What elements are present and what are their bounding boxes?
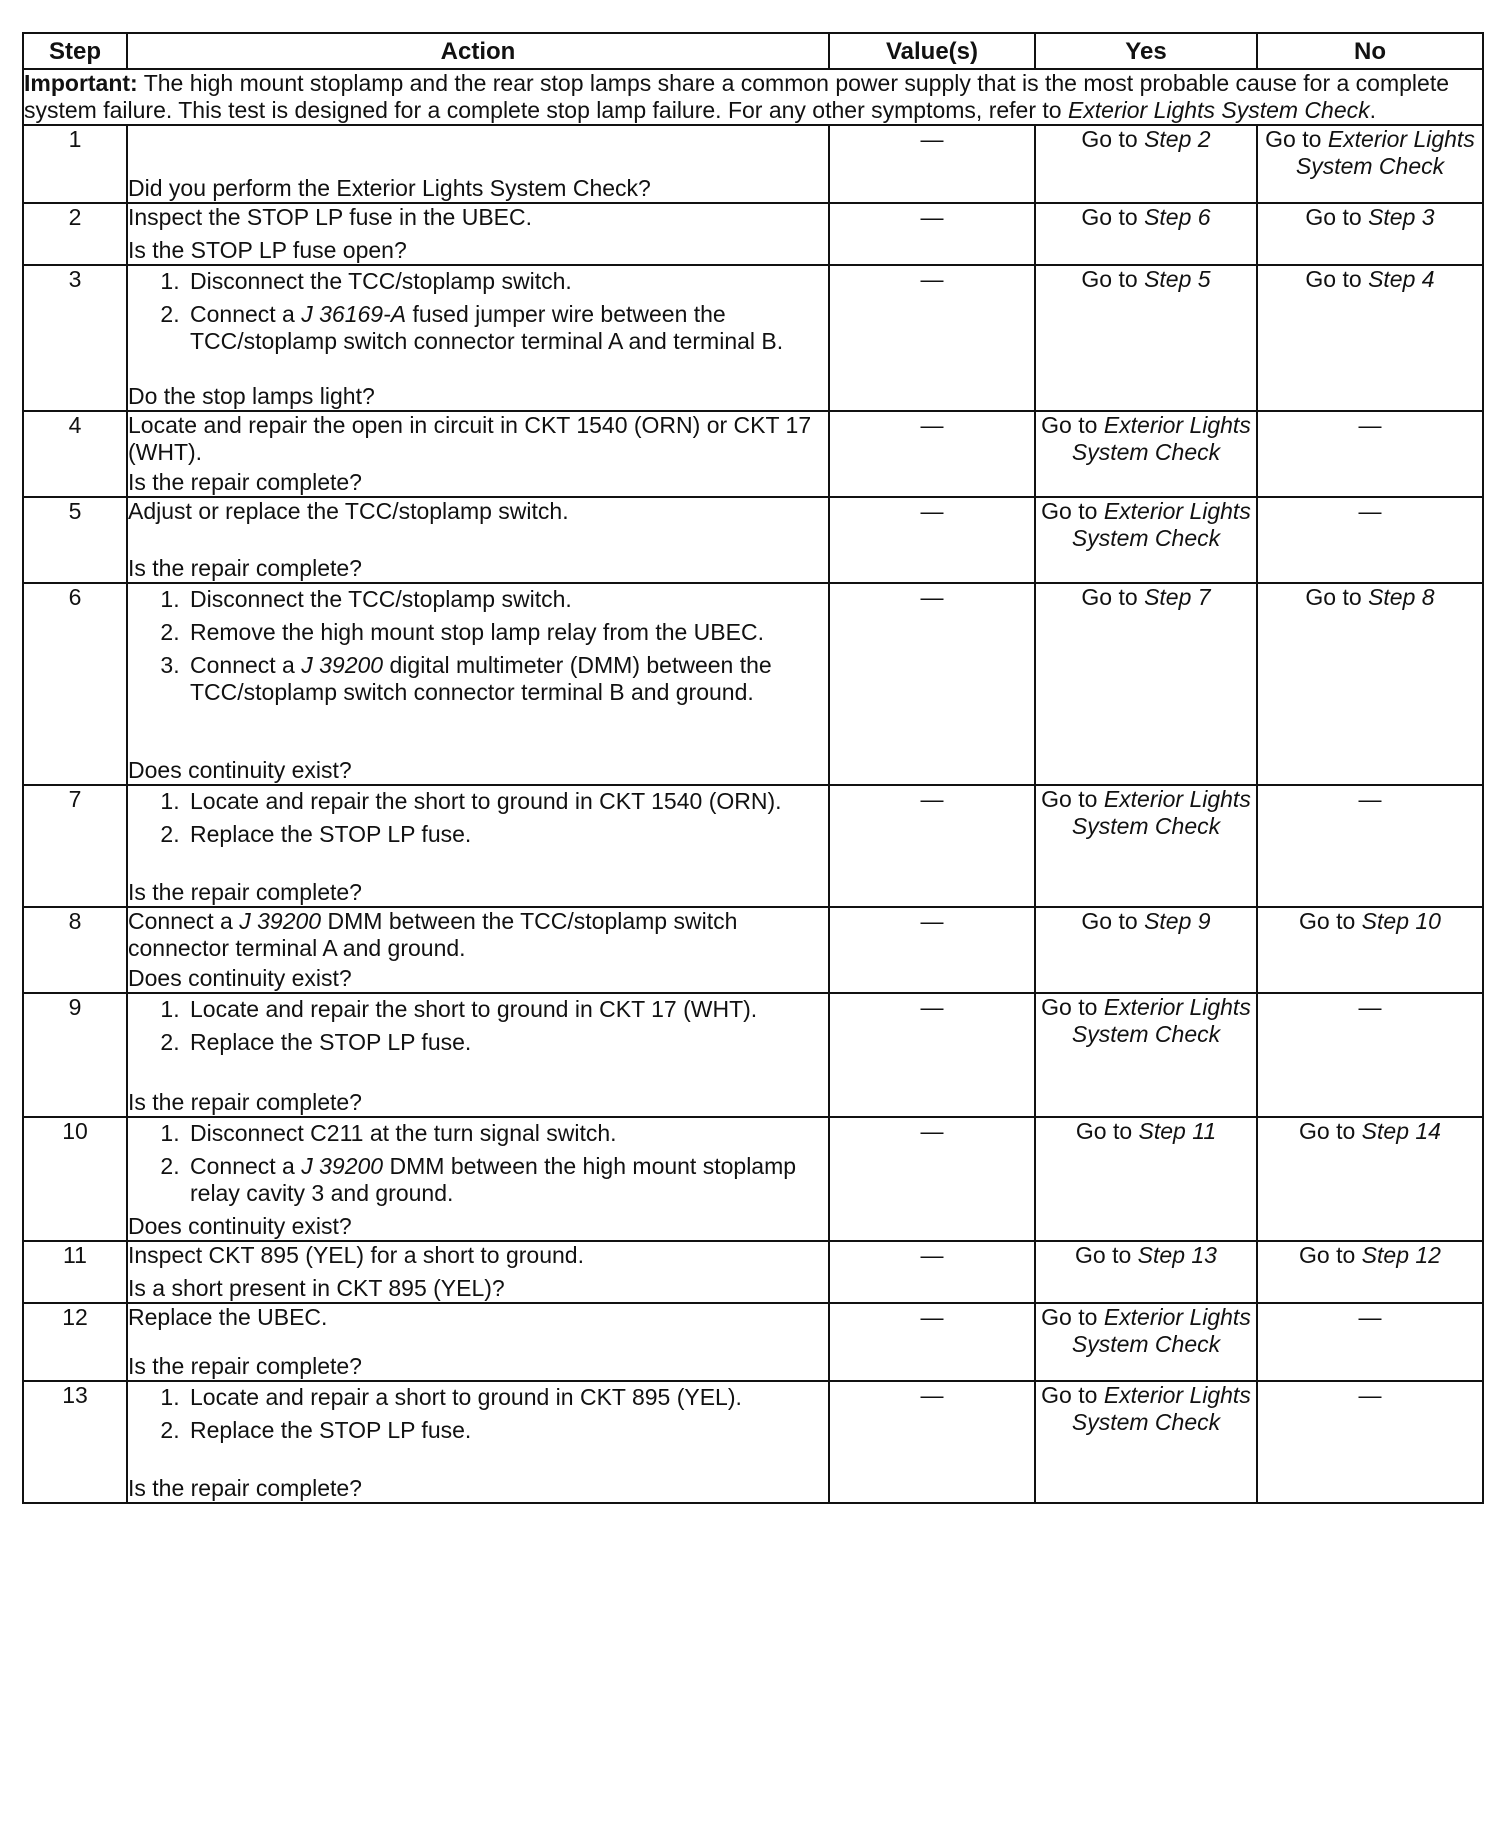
step-number: 11 (23, 1241, 127, 1303)
yes-result (1035, 583, 1257, 785)
no-result (1257, 497, 1483, 583)
substep-text: Connect a (190, 1153, 302, 1179)
yes-prefix: Go to (1081, 204, 1145, 230)
yes-prefix: Go to (1041, 1382, 1104, 1408)
substep-item (186, 619, 828, 646)
step-number: 13 (23, 1381, 127, 1503)
instruction-text: Connect a (128, 908, 240, 934)
step-number: 7 (23, 785, 127, 907)
no-target: Step 3 (1368, 204, 1435, 230)
step-number: 6 (23, 583, 127, 785)
no-target: Step 14 (1361, 1118, 1441, 1144)
action-instructions (128, 1242, 828, 1269)
yes-target: Step 11 (1138, 1118, 1217, 1144)
value-cell: — (829, 497, 1035, 583)
yes-target: Exterior Lights System Check (1071, 786, 1251, 839)
yes-target: Exterior Lights System Check (1071, 498, 1251, 551)
instruction-text: DMM between the TCC/stoplamp switch connector terminal A and ground. (128, 908, 738, 961)
substep-text: Connect a (190, 301, 302, 327)
action-content (128, 1118, 828, 1240)
step-number: 1 (23, 125, 127, 203)
yes-prefix: Go to (1081, 126, 1145, 152)
header-yes: Yes (1035, 33, 1257, 69)
value-cell: — (829, 1303, 1035, 1381)
action-cell (127, 1117, 829, 1241)
diagnostic-table (22, 32, 1484, 1504)
action-instructions (128, 498, 828, 525)
action-content (128, 126, 828, 202)
no-result (1257, 265, 1483, 411)
important-end: . (1369, 97, 1377, 123)
no-target: — (1358, 498, 1382, 524)
action-cell (127, 497, 829, 583)
yes-target: Exterior Lights System Check (1071, 1382, 1251, 1435)
table-row (23, 411, 1483, 497)
substep-item (186, 1029, 828, 1056)
table-row (23, 583, 1483, 785)
important-note-row (23, 69, 1483, 125)
yes-target: Step 7 (1144, 584, 1211, 610)
action-instructions (128, 584, 828, 712)
tool-reference: J 39200 (239, 908, 322, 934)
action-question: Did you perform the Exterior Lights System Check? (128, 175, 651, 201)
action-question: Is the repair complete? (128, 469, 362, 495)
action-cell (127, 1303, 829, 1381)
no-prefix: Go to (1305, 266, 1369, 292)
substep-text: Locate and repair a short to ground in CKT 895 (YEL). (190, 1384, 742, 1410)
step-number: 10 (23, 1117, 127, 1241)
yes-result (1035, 1381, 1257, 1503)
no-prefix: Go to (1305, 584, 1369, 610)
action-content (128, 786, 828, 906)
no-prefix: Go to (1299, 1242, 1362, 1268)
no-target: — (1358, 1304, 1382, 1330)
important-ref: Exterior Lights System Check (1067, 97, 1370, 123)
substep-text: Locate and repair the short to ground in CKT 1540 (ORN). (190, 788, 782, 814)
yes-prefix: Go to (1081, 266, 1145, 292)
table-row (23, 1381, 1483, 1503)
no-prefix: Go to (1265, 126, 1328, 152)
action-question: Is the repair complete? (128, 1353, 362, 1379)
action-instruction: Inspect the STOP LP fuse in the UBEC. (128, 204, 533, 230)
substep-text: Disconnect C211 at the turn signal switch. (190, 1120, 617, 1146)
header-values: Value(s) (829, 33, 1035, 69)
action-cell (127, 1381, 829, 1503)
action-content (128, 908, 828, 992)
yes-prefix: Go to (1041, 786, 1104, 812)
yes-prefix: Go to (1081, 908, 1145, 934)
yes-target: Exterior Lights System Check (1071, 412, 1251, 465)
step-number: 5 (23, 497, 127, 583)
substep-list (128, 1120, 828, 1207)
substep-item (186, 1153, 828, 1207)
action-question: Is the STOP LP fuse open? (128, 237, 407, 263)
substep-list (128, 996, 828, 1056)
yes-result (1035, 203, 1257, 265)
yes-target: Step 13 (1137, 1242, 1217, 1268)
yes-result (1035, 125, 1257, 203)
substep-list (128, 1384, 828, 1444)
substep-text: fused jumper wire between the TCC/stoplamp switch connector terminal A and terminal B. (190, 301, 784, 354)
no-result (1257, 411, 1483, 497)
header-row (23, 33, 1483, 69)
action-question: Does continuity exist? (128, 757, 352, 783)
action-cell (127, 583, 829, 785)
table-row (23, 125, 1483, 203)
value-cell: — (829, 203, 1035, 265)
action-content (128, 1304, 828, 1380)
action-question: Do the stop lamps light? (128, 383, 375, 409)
no-result (1257, 125, 1483, 203)
no-target: Step 8 (1368, 584, 1435, 610)
tool-reference: J 39200 (301, 1153, 384, 1179)
header-action: Action (127, 33, 829, 69)
important-text: The high mount stoplamp and the rear stop lamps share a common power supply that is the most probable cause for a complete system failure. This test is designed for a complete stop lamp failure. For any other symptoms, refer to (24, 70, 1449, 123)
tool-reference: J 36169-A (301, 301, 407, 327)
no-target: — (1358, 994, 1382, 1020)
action-question: Does continuity exist? (128, 1213, 352, 1239)
table-row (23, 1241, 1483, 1303)
substep-text: Replace the STOP LP fuse. (190, 821, 472, 847)
substep-list (128, 586, 828, 706)
substep-text: Connect a (190, 652, 302, 678)
action-instructions (128, 786, 828, 854)
substep-item (186, 996, 828, 1023)
substep-item (186, 301, 828, 355)
table-row (23, 203, 1483, 265)
no-result (1257, 203, 1483, 265)
value-cell: — (829, 265, 1035, 411)
substep-text: DMM between the high mount stoplamp relay cavity 3 and ground. (190, 1153, 797, 1206)
yes-result (1035, 265, 1257, 411)
no-target: — (1358, 412, 1382, 438)
substep-text: Disconnect the TCC/stoplamp switch. (190, 586, 572, 612)
step-number: 9 (23, 993, 127, 1117)
action-content (128, 412, 828, 496)
yes-result (1035, 411, 1257, 497)
action-question: Is the repair complete? (128, 1475, 362, 1501)
no-target: — (1358, 786, 1382, 812)
tool-reference: J 39200 (301, 652, 384, 678)
no-prefix: Go to (1299, 1118, 1362, 1144)
value-cell: — (829, 1117, 1035, 1241)
substep-text: Replace the STOP LP fuse. (190, 1417, 472, 1443)
header-no: No (1257, 33, 1483, 69)
yes-prefix: Go to (1075, 1118, 1139, 1144)
yes-target: Exterior Lights System Check (1071, 994, 1251, 1047)
action-content (128, 1242, 828, 1302)
table-row (23, 497, 1483, 583)
action-cell (127, 1241, 829, 1303)
action-instruction: Replace the UBEC. (128, 1304, 328, 1330)
value-cell: — (829, 1381, 1035, 1503)
action-cell (127, 907, 829, 993)
yes-prefix: Go to (1041, 498, 1104, 524)
action-cell (127, 785, 829, 907)
action-cell (127, 411, 829, 497)
substep-text: digital multimeter (DMM) between the TCC/stoplamp switch connector terminal B and ground. (190, 652, 772, 705)
action-instructions (128, 908, 828, 962)
action-content (128, 584, 828, 784)
yes-target: Step 6 (1144, 204, 1211, 230)
action-content (128, 1382, 828, 1502)
action-cell (127, 265, 829, 411)
no-prefix: Go to (1305, 204, 1369, 230)
important-note (23, 69, 1483, 125)
action-question: Is the repair complete? (128, 555, 362, 581)
action-instructions (128, 1304, 828, 1331)
substep-text: Remove the high mount stop lamp relay from the UBEC. (190, 619, 764, 645)
substep-item (186, 821, 828, 848)
action-instructions (128, 1382, 828, 1450)
action-instruction: Adjust or replace the TCC/stoplamp switch. (128, 498, 569, 524)
step-number: 8 (23, 907, 127, 993)
substep-item (186, 268, 828, 295)
no-result (1257, 993, 1483, 1117)
no-result (1257, 1303, 1483, 1381)
no-target: Step 4 (1368, 266, 1435, 292)
substep-text: Replace the STOP LP fuse. (190, 1029, 472, 1055)
no-result (1257, 1381, 1483, 1503)
action-cell (127, 203, 829, 265)
yes-result (1035, 785, 1257, 907)
step-number: 12 (23, 1303, 127, 1381)
yes-result (1035, 1241, 1257, 1303)
yes-prefix: Go to (1081, 584, 1145, 610)
value-cell: — (829, 993, 1035, 1117)
action-content (128, 204, 828, 264)
yes-result (1035, 1303, 1257, 1381)
no-result (1257, 785, 1483, 907)
substep-text: Disconnect the TCC/stoplamp switch. (190, 268, 572, 294)
table-row (23, 265, 1483, 411)
substep-item (186, 1417, 828, 1444)
action-cell (127, 993, 829, 1117)
action-cell (127, 125, 829, 203)
action-instructions (128, 994, 828, 1062)
yes-prefix: Go to (1075, 1242, 1138, 1268)
no-target: Step 12 (1361, 1242, 1441, 1268)
yes-target: Step 2 (1144, 126, 1211, 152)
step-number: 3 (23, 265, 127, 411)
value-cell: — (829, 583, 1035, 785)
action-instruction: Locate and repair the open in circuit in CKT 1540 (ORN) or CKT 17 (WHT). (128, 412, 812, 465)
substep-item (186, 1120, 828, 1147)
action-content (128, 498, 828, 582)
action-content (128, 994, 828, 1116)
action-instructions (128, 266, 828, 361)
action-question: Does continuity exist? (128, 965, 352, 991)
table-row (23, 1117, 1483, 1241)
yes-target: Step 9 (1144, 908, 1211, 934)
value-cell: — (829, 907, 1035, 993)
action-instructions (128, 412, 828, 466)
yes-target: Exterior Lights System Check (1071, 1304, 1251, 1357)
action-question: Is the repair complete? (128, 879, 362, 905)
action-instruction (128, 908, 828, 962)
substep-item (186, 586, 828, 613)
table-row (23, 993, 1483, 1117)
step-number: 2 (23, 203, 127, 265)
action-question: Is the repair complete? (128, 1089, 362, 1115)
no-target: Step 10 (1361, 908, 1441, 934)
step-number: 4 (23, 411, 127, 497)
substep-item (186, 1384, 828, 1411)
value-cell: — (829, 785, 1035, 907)
yes-prefix: Go to (1041, 412, 1104, 438)
table-row (23, 785, 1483, 907)
action-content (128, 266, 828, 410)
action-question: Is a short present in CKT 895 (YEL)? (128, 1275, 505, 1301)
value-cell: — (829, 125, 1035, 203)
yes-result (1035, 907, 1257, 993)
important-label: Important: (24, 70, 138, 96)
substep-list (128, 788, 828, 848)
action-instruction: Inspect CKT 895 (YEL) for a short to ground. (128, 1242, 584, 1268)
substep-item (186, 652, 828, 706)
yes-result (1035, 993, 1257, 1117)
no-target: — (1358, 1382, 1382, 1408)
no-result (1257, 907, 1483, 993)
yes-result (1035, 497, 1257, 583)
substep-item (186, 788, 828, 815)
action-instructions (128, 1118, 828, 1213)
table-row (23, 907, 1483, 993)
value-cell: — (829, 411, 1035, 497)
yes-target: Step 5 (1144, 266, 1211, 292)
no-prefix: Go to (1299, 908, 1362, 934)
no-target: Exterior Lights System Check (1295, 126, 1475, 179)
action-instructions (128, 204, 828, 231)
substep-text: Locate and repair the short to ground in CKT 17 (WHT). (190, 996, 758, 1022)
yes-prefix: Go to (1041, 994, 1104, 1020)
substep-list (128, 268, 828, 355)
header-step: Step (23, 33, 127, 69)
yes-prefix: Go to (1041, 1304, 1104, 1330)
no-result (1257, 583, 1483, 785)
value-cell: — (829, 1241, 1035, 1303)
no-result (1257, 1241, 1483, 1303)
table-row (23, 1303, 1483, 1381)
no-result (1257, 1117, 1483, 1241)
yes-result (1035, 1117, 1257, 1241)
